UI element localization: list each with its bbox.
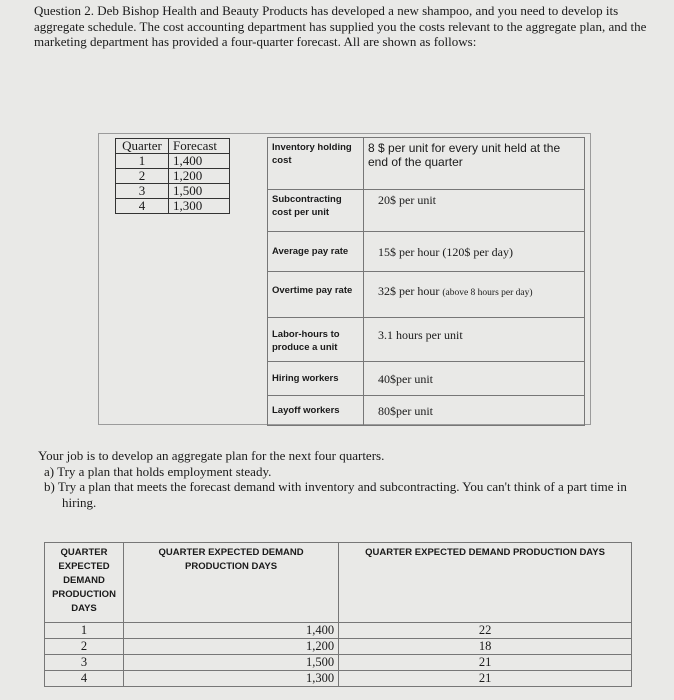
cost-row-labor-hours: [268, 318, 585, 362]
days-cell: 21: [339, 655, 632, 671]
quarter-cell: 3: [45, 655, 124, 671]
demand-cell: 1,300: [124, 671, 339, 687]
table-header-row: [45, 543, 632, 623]
cost-value: 3.1 hours per unit: [364, 318, 585, 362]
table-row: [116, 199, 230, 214]
table-row: [45, 623, 632, 639]
cost-label: Average pay rate: [268, 232, 364, 272]
cost-table: [267, 137, 585, 426]
cost-value: 80$per unit: [364, 396, 585, 426]
task-lead: Your job is to develop an aggregate plan for the next four quarters.: [38, 448, 385, 463]
cost-note: (above 8 hours per day): [442, 288, 533, 298]
quarter-cell: 4: [116, 199, 169, 214]
cost-row-inventory: [268, 138, 585, 190]
cost-label: Hiring workers: [268, 362, 364, 396]
cost-value: 20$ per unit: [364, 190, 585, 232]
demand-cell: 1,500: [124, 655, 339, 671]
column-header-quarter: QUARTER EXPECTED DEMAND PRODUCTION DAYS: [45, 543, 124, 623]
days-cell: 18: [339, 639, 632, 655]
table-header-row: [116, 139, 230, 154]
cost-row-overtime: [268, 272, 585, 318]
forecast-cell: 1,500: [169, 184, 230, 199]
cost-row-pay-rate: [268, 232, 585, 272]
quarter-cell: 2: [116, 169, 169, 184]
cost-value: 8 $ per unit for every unit held at the end of the quarter: [364, 138, 585, 190]
question-intro: Question 2. Deb Bishop Health and Beauty Products has developed a new shampoo, and you need to develop its aggregate schedule. The cost accounting department has supplied you the costs relevant to the aggregate plan, and the marketing department has provided a four-quarter forecast. All are shown as follows:: [34, 3, 647, 49]
quarter-cell: 4: [45, 671, 124, 687]
cost-row-subcontracting: [268, 190, 585, 232]
table-row: [45, 639, 632, 655]
cost-label: Inventory holding cost: [268, 138, 364, 190]
cost-label: Subcontracting cost per unit: [268, 190, 364, 232]
forecast-cell: 1,300: [169, 199, 230, 214]
task-item-a: a) Try a plan that holds employment steady.: [44, 463, 272, 479]
quarter-cell: 1: [45, 623, 124, 639]
forecast-cell: 1,400: [169, 154, 230, 169]
cost-value: 15$ per hour (120$ per day): [364, 232, 585, 272]
cost-value-container: [364, 272, 585, 318]
cost-label: Layoff workers: [268, 396, 364, 426]
cost-value: 40$per unit: [364, 362, 585, 396]
demand-table: [44, 542, 632, 687]
days-cell: 22: [339, 623, 632, 639]
forecast-table: [115, 138, 230, 214]
column-header-quarter: Quarter: [116, 139, 169, 154]
quarter-cell: 1: [116, 154, 169, 169]
table-row: [116, 169, 230, 184]
demand-cell: 1,400: [124, 623, 339, 639]
days-cell: 21: [339, 671, 632, 687]
table-row: [45, 655, 632, 671]
cost-label: Overtime pay rate: [268, 272, 364, 318]
column-header-forecast: Forecast: [169, 139, 230, 154]
table-row: [116, 184, 230, 199]
task-item-b: b) Try a plan that meets the forecast demand with inventory and subcontracting. You can't think of a part time in hiring.: [44, 479, 627, 510]
cost-row-hiring: [268, 362, 585, 396]
quarter-cell: 2: [45, 639, 124, 655]
task-text: [38, 448, 658, 510]
cost-row-layoff: [268, 396, 585, 426]
demand-cell: 1,200: [124, 639, 339, 655]
column-header-demand: QUARTER EXPECTED DEMAND PRODUCTION DAYS: [124, 543, 339, 623]
column-header-days: QUARTER EXPECTED DEMAND PRODUCTION DAYS: [339, 543, 632, 623]
table-row: [45, 671, 632, 687]
cost-label: Labor-hours to produce a unit: [268, 318, 364, 362]
cost-value: 32$ per hour: [378, 284, 440, 298]
quarter-cell: 3: [116, 184, 169, 199]
table-row: [116, 154, 230, 169]
forecast-cell: 1,200: [169, 169, 230, 184]
